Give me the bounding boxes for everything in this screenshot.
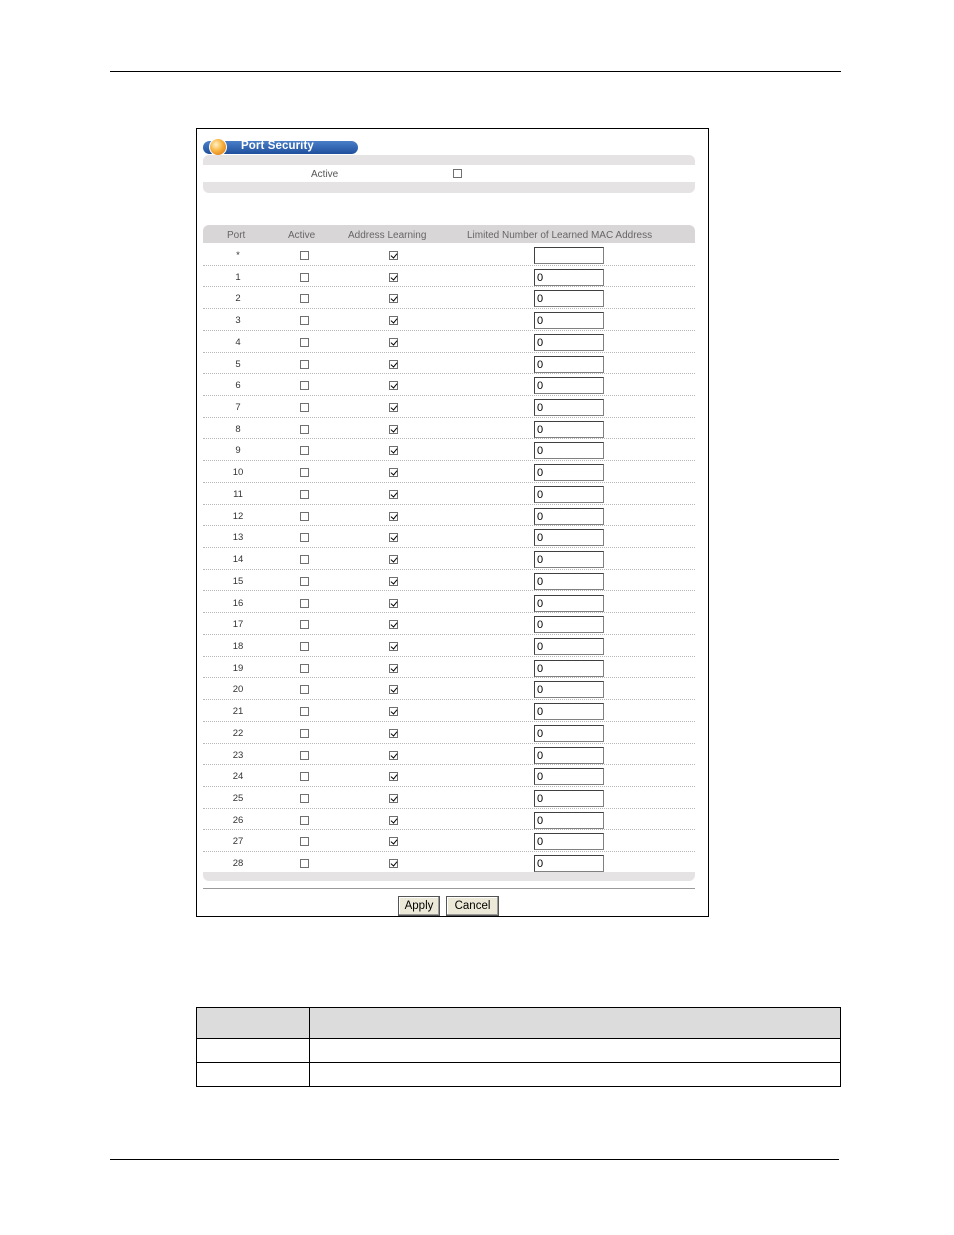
port-number: 28: [232, 858, 244, 870]
mac-limit-input[interactable]: [534, 442, 604, 459]
port-number: 15: [232, 575, 244, 587]
mac-limit-input[interactable]: [534, 399, 604, 416]
table-row: [203, 787, 695, 809]
address-learning-checkbox[interactable]: [389, 533, 398, 542]
port-number: 14: [232, 554, 244, 566]
address-learning-checkbox[interactable]: [389, 772, 398, 781]
description-cell: [310, 1063, 841, 1087]
label-cell: [197, 1039, 310, 1063]
mac-limit-input[interactable]: [534, 247, 604, 264]
port-active-checkbox[interactable]: [300, 533, 309, 542]
port-active-checkbox[interactable]: [300, 685, 309, 694]
global-active-checkbox[interactable]: [453, 169, 462, 178]
port-active-checkbox[interactable]: [300, 294, 309, 303]
table-footer: [203, 872, 695, 881]
address-learning-checkbox[interactable]: [389, 512, 398, 521]
address-learning-checkbox[interactable]: [389, 273, 398, 282]
mac-limit-input[interactable]: [534, 529, 604, 546]
port-active-checkbox[interactable]: [300, 794, 309, 803]
mac-limit-input[interactable]: [534, 812, 604, 829]
port-number: 26: [232, 814, 244, 826]
port-active-checkbox[interactable]: [300, 338, 309, 347]
port-active-checkbox[interactable]: [300, 859, 309, 868]
table-row: [203, 461, 695, 483]
mac-limit-input[interactable]: [534, 312, 604, 329]
port-number: 27: [232, 836, 244, 848]
footer-rule: [110, 1159, 839, 1160]
table-row: [203, 374, 695, 396]
table-row: [203, 657, 695, 679]
address-learning-checkbox[interactable]: [389, 381, 398, 390]
port-active-checkbox[interactable]: [300, 577, 309, 586]
address-learning-checkbox[interactable]: [389, 446, 398, 455]
table-row: [203, 353, 695, 375]
address-learning-checkbox[interactable]: [389, 751, 398, 760]
mac-limit-input[interactable]: [534, 508, 604, 525]
port-number: 25: [232, 793, 244, 804]
mac-limit-input[interactable]: [534, 486, 604, 503]
mac-limit-input[interactable]: [534, 464, 604, 481]
address-learning-checkbox[interactable]: [389, 360, 398, 369]
mac-limit-input[interactable]: [534, 377, 604, 394]
label-header-cell: [197, 1008, 310, 1039]
mac-limit-input[interactable]: [534, 616, 604, 633]
divider: [203, 888, 695, 889]
mac-limit-input[interactable]: [534, 790, 604, 807]
orb-icon: [209, 138, 227, 156]
port-active-checkbox[interactable]: [300, 555, 309, 564]
table-row: [203, 287, 695, 309]
address-learning-checkbox[interactable]: [389, 707, 398, 716]
page-title: Port Security: [241, 140, 314, 152]
port-number: 3: [235, 315, 241, 327]
mac-limit-input[interactable]: [534, 356, 604, 373]
port-active-checkbox[interactable]: [300, 816, 309, 825]
table-row: [203, 309, 695, 331]
port-number: 13: [232, 532, 244, 544]
header-port: Port: [227, 230, 246, 241]
address-learning-checkbox[interactable]: [389, 859, 398, 868]
address-learning-checkbox[interactable]: [389, 577, 398, 586]
table-row: [203, 331, 695, 353]
mac-limit-input[interactable]: [534, 833, 604, 850]
address-learning-checkbox[interactable]: [389, 316, 398, 325]
table-row: [203, 396, 695, 418]
table-row: [203, 266, 695, 288]
port-active-checkbox[interactable]: [300, 490, 309, 499]
address-learning-checkbox[interactable]: [389, 555, 398, 564]
table-row: [203, 548, 695, 570]
table-row: [203, 439, 695, 461]
active-label: Active: [311, 169, 339, 180]
label-cell: [197, 1063, 310, 1087]
port-number: 22: [232, 727, 244, 739]
port-active-checkbox[interactable]: [300, 512, 309, 521]
address-learning-checkbox[interactable]: [389, 338, 398, 347]
port-number: 9: [235, 445, 241, 457]
description-cell: [310, 1039, 841, 1063]
mac-limit-input[interactable]: [534, 660, 604, 677]
address-learning-checkbox[interactable]: [389, 664, 398, 673]
port-active-checkbox[interactable]: [300, 316, 309, 325]
port-active-checkbox[interactable]: [300, 664, 309, 673]
port-number: 8: [235, 423, 241, 435]
header-active: Active: [288, 230, 316, 241]
port-number: 18: [232, 640, 244, 652]
table-row: [203, 505, 695, 527]
mac-limit-input[interactable]: [534, 725, 604, 742]
table-row: [203, 635, 695, 657]
table-row: [203, 613, 695, 635]
port-active-checkbox[interactable]: [300, 837, 309, 846]
mac-limit-input[interactable]: [534, 290, 604, 307]
address-learning-checkbox[interactable]: [389, 294, 398, 303]
table-row: [203, 830, 695, 852]
address-learning-checkbox[interactable]: [389, 837, 398, 846]
port-number: 16: [232, 597, 244, 609]
port-number: 7: [235, 402, 241, 414]
table-row: [203, 418, 695, 440]
mac-limit-input[interactable]: [534, 269, 604, 286]
table-row: [203, 700, 695, 722]
port-active-checkbox[interactable]: [300, 729, 309, 738]
apply-button[interactable]: Apply: [398, 896, 440, 916]
mac-limit-input[interactable]: [534, 334, 604, 351]
port-number: *: [236, 250, 240, 261]
header-rule: [110, 71, 841, 72]
port-number: 4: [235, 336, 241, 348]
port-active-checkbox[interactable]: [300, 251, 309, 260]
table-row: [203, 809, 695, 831]
header-address-learning: Address Learning: [348, 230, 427, 241]
mac-limit-input[interactable]: [534, 681, 604, 698]
header-limit: Limited Number of Learned MAC Address: [467, 230, 653, 241]
address-learning-checkbox[interactable]: [389, 490, 398, 499]
description-header-cell: [310, 1008, 841, 1039]
table-row: [197, 1039, 841, 1063]
address-learning-checkbox[interactable]: [389, 599, 398, 608]
port-active-checkbox[interactable]: [300, 707, 309, 716]
mac-limit-input[interactable]: [534, 421, 604, 438]
port-number: 6: [235, 380, 241, 392]
table-row: [203, 570, 695, 592]
port-active-checkbox[interactable]: [300, 468, 309, 477]
port-number: 5: [235, 358, 241, 370]
table-header-row: [197, 1008, 841, 1039]
mac-limit-input[interactable]: [534, 768, 604, 785]
mac-limit-input[interactable]: [534, 703, 604, 720]
table-row: [203, 678, 695, 700]
address-learning-checkbox[interactable]: [389, 425, 398, 434]
table-row: [203, 765, 695, 787]
table-row: [203, 744, 695, 766]
port-active-checkbox[interactable]: [300, 425, 309, 434]
port-number: 12: [232, 510, 244, 522]
address-learning-checkbox[interactable]: [389, 251, 398, 260]
port-security-screen: [196, 128, 709, 917]
port-active-checkbox[interactable]: [300, 381, 309, 390]
mac-limit-input[interactable]: [534, 595, 604, 612]
address-learning-checkbox[interactable]: [389, 468, 398, 477]
table-row: [203, 483, 695, 505]
port-active-checkbox[interactable]: [300, 772, 309, 781]
table-row: [203, 244, 695, 266]
port-number: 23: [232, 749, 244, 761]
address-learning-checkbox[interactable]: [389, 620, 398, 629]
port-number: 21: [232, 706, 244, 718]
port-active-checkbox[interactable]: [300, 751, 309, 760]
address-learning-checkbox[interactable]: [389, 794, 398, 803]
port-number: 24: [232, 771, 244, 783]
table-row: [203, 592, 695, 614]
port-active-checkbox[interactable]: [300, 599, 309, 608]
address-learning-checkbox[interactable]: [389, 642, 398, 651]
description-table: [196, 1007, 841, 1087]
port-active-checkbox[interactable]: [300, 446, 309, 455]
port-number: 10: [232, 467, 244, 479]
cancel-button[interactable]: Cancel: [446, 896, 499, 916]
mac-limit-input[interactable]: [534, 551, 604, 568]
port-number: 11: [233, 488, 243, 500]
port-number: 20: [232, 684, 244, 696]
port-active-checkbox[interactable]: [300, 642, 309, 651]
address-learning-checkbox[interactable]: [389, 685, 398, 694]
port-number: 2: [235, 293, 241, 305]
port-number: 19: [232, 662, 244, 674]
active-section: [203, 155, 695, 193]
mac-limit-input[interactable]: [534, 855, 604, 872]
address-learning-checkbox[interactable]: [389, 816, 398, 825]
port-active-checkbox[interactable]: [300, 620, 309, 629]
table-row: [203, 722, 695, 744]
address-learning-checkbox[interactable]: [389, 403, 398, 412]
mac-limit-input[interactable]: [534, 747, 604, 764]
port-number: 17: [232, 619, 244, 631]
table-row: [197, 1063, 841, 1087]
port-active-checkbox[interactable]: [300, 273, 309, 282]
port-number: 1: [235, 271, 241, 283]
table-row: [203, 526, 695, 548]
port-active-checkbox[interactable]: [300, 403, 309, 412]
table-row: [203, 852, 695, 874]
address-learning-checkbox[interactable]: [389, 729, 398, 738]
port-active-checkbox[interactable]: [300, 360, 309, 369]
mac-limit-input[interactable]: [534, 573, 604, 590]
mac-limit-input[interactable]: [534, 638, 604, 655]
